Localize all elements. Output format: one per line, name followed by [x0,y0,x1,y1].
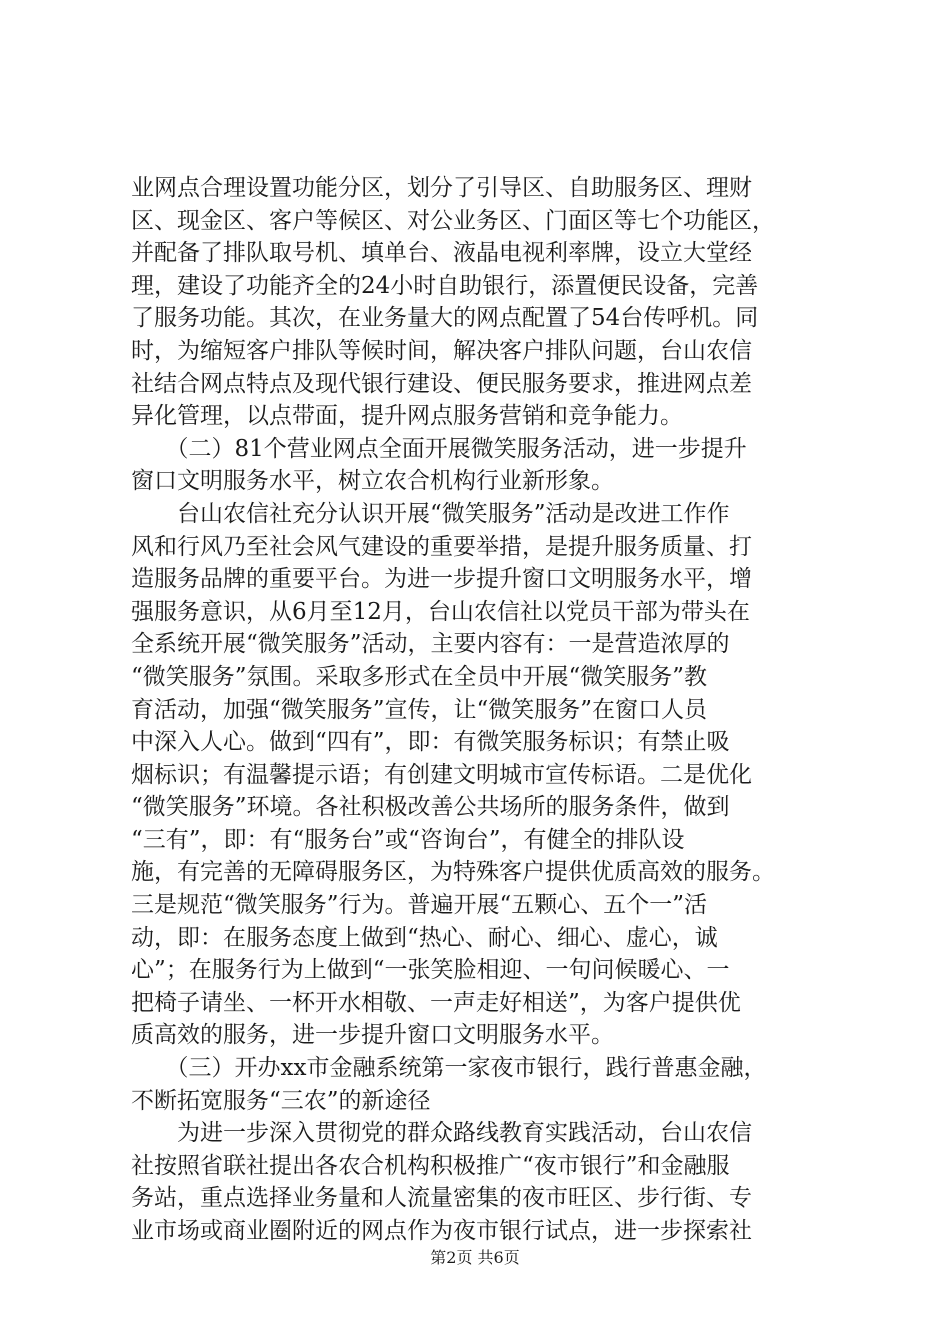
text-line: 理，建设了功能齐全的24小时自助银行，添置便民设备，完善 [131,272,759,299]
text-line: 全系统开展“微笑服务”活动，主要内容有：一是营造浓厚的 [131,631,730,658]
text-line: 强服务意识，从6月至12月，台山农信社以党员干部为带头在 [131,598,750,625]
text-line: 为进一步深入贯彻党的群众路线教育实践活动，台山农信 [131,1120,752,1147]
text-line: 业网点合理设置功能分区，划分了引导区、自助服务区、理财 [131,175,752,201]
text-line: 质高效的服务，进一步提升窗口文明服务水平。 [131,1022,614,1049]
text-line: 社按照省联社提出各农合机构积极推广“夜市银行”和金融服 [131,1152,730,1179]
text-line: 心”；在服务行为上做到“一张笑脸相迎、一句问候暖心、一 [131,957,730,984]
text-line: （三）开办xx市金融系统第一家夜市银行，践行普惠金融， [131,1055,767,1082]
text-line: 不断拓宽服务“三农”的新途径 [131,1087,431,1114]
text-line: 施，有完善的无障碍服务区，为特殊客户提供优质高效的服务。 [131,859,775,886]
text-line: 烟标识；有温馨提示语；有创建文明城市宣传标语。二是优化 [131,761,752,788]
text-line: 并配备了排队取号机、填单台、液晶电视利率牌，设立大堂经 [131,240,752,267]
text-line: 三是规范“微笑服务”行为。普遍开展“五颗心、五个一”活 [131,892,708,919]
text-line: 窗口文明服务水平，树立农合机构行业新形象。 [131,468,614,495]
text-line: 了服务功能。其次，在业务量大的网点配置了54台传呼机。同 [131,305,759,332]
page-footer: 第2页 共6页 [430,1248,520,1267]
text-line: （二）81个营业网点全面开展微笑服务活动，进一步提升 [131,435,747,462]
text-line: 区、现金区、客户等候区、对公业务区、门面区等七个功能区， [131,207,775,234]
text-line: 把椅子请坐、一杯开水相敬、一声走好相送”，为客户提供优 [131,989,741,1016]
text-line: “微笑服务”环境。各社积极改善公共场所的服务条件，做到 [131,794,730,821]
text-line: 异化管理，以点带面，提升网点服务营销和竞争能力。 [131,403,683,430]
text-line: 中深入人心。做到“四有”，即：有微笑服务标识；有禁止吸 [131,729,730,756]
text-line: 时，为缩短客户排队等候时间，解决客户排队问题，台山农信 [131,337,752,364]
text-line: “微笑服务”氛围。采取多形式在全员中开展“微笑服务”教 [131,663,708,690]
text-line: 育活动，加强“微笑服务”宣传，让“微笑服务”在窗口人员 [131,696,708,723]
document-body [131,172,843,1248]
text-line: 社结合网点特点及现代银行建设、便民服务要求，推进网点差 [131,370,752,397]
text-line: 务站，重点选择业务量和人流量密集的夜市旺区、步行街、专 [131,1185,752,1212]
text-line: 造服务品牌的重要平台。为进一步提升窗口文明服务水平，增 [131,566,752,593]
text-line: 风和行风乃至社会风气建设的重要举措，是提升服务质量、打 [131,533,752,560]
text-line: “三有”，即：有“服务台”或“咨询台”，有健全的排队设 [131,826,685,853]
text-line: 台山农信社充分认识开展“微笑服务”活动是改进工作作 [131,500,730,527]
text-line: 业市场或商业圈附近的网点作为夜市银行试点，进一步探索社 [131,1218,752,1244]
text-line: 动，即：在服务态度上做到“热心、耐心、细心、虚心，诚 [131,924,718,951]
